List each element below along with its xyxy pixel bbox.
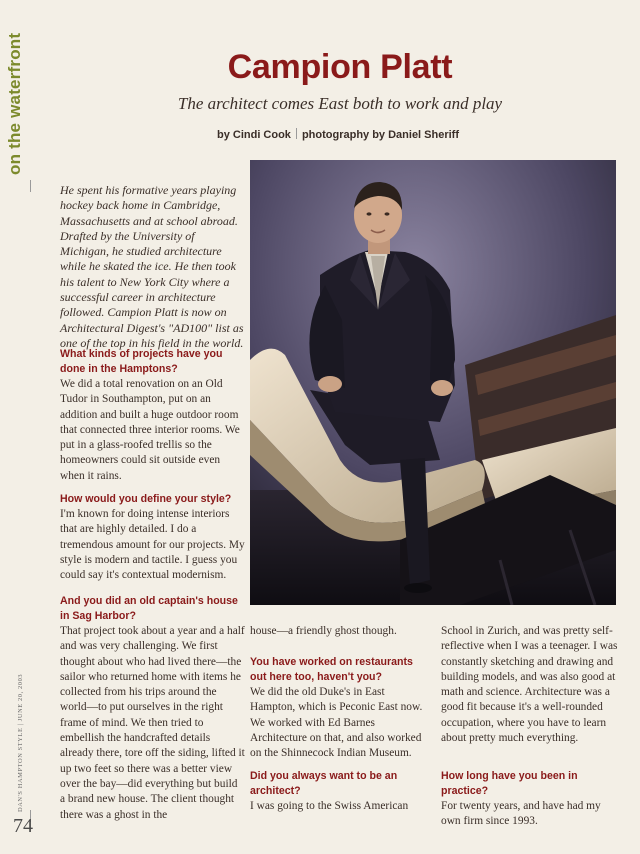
answer-continuation: School in Zurich, and was pretty self-reflective when I was a teenager. I was constantly sketching and drawing and building models, and was also good at math and science. Architecture was a good fit because it's a well-rounded occupation, where you have to learn about pretty much everything. <box>441 625 618 745</box>
qa-item-projects <box>60 347 245 484</box>
section-divider <box>30 180 31 192</box>
article-subtitle: The architect comes East both to work and play <box>177 94 503 113</box>
answer-continued-always-architect <box>441 624 619 746</box>
answer-continuation: house—a friendly ghost though. <box>250 625 397 637</box>
question: Did you always want to be an architect? <box>250 770 398 797</box>
answer-continued-captains-house <box>250 624 430 639</box>
answer: That project took about a year and a half and was very challenging. We first thought about who had lived there—the sailor who returned home with items he collected from his trips around the world—to put ourselves in the right frame of mind. We then tried to embellish the handcrafted details already there, tore off the siding, lifted it up two feet so there was a better view over the bay—did everything but build a brand new house. The client thought there was a ghost in the <box>60 625 245 821</box>
question: How long have you been in practice? <box>441 770 578 797</box>
question: And you did an old captain's house in Sag Harbor? <box>60 595 238 622</box>
answer: We did the old Duke's in East Hampton, which is Peconic East now. We worked with Ed Barnes Architecture on that, and also worked on the Shinnecock Indian Museum. <box>250 686 423 760</box>
portrait-photo <box>250 160 616 605</box>
byline <box>0 128 640 141</box>
qa-item-practice <box>441 769 619 830</box>
byline-author: by Cindi Cook <box>216 129 291 141</box>
answer: I was going to the Swiss American <box>250 800 409 812</box>
article-title: Campion Platt <box>227 48 453 86</box>
page-number: 74 <box>13 815 33 837</box>
publication-credit: DAN'S HAMPTON STYLE | JUNE 20, 2003 <box>17 673 24 812</box>
byline-separator <box>296 128 297 139</box>
question: What kinds of projects have you done in the Hamptons? <box>60 348 223 375</box>
portrait-illustration <box>250 160 616 605</box>
answer: We did a total renovation on an Old Tudor in Southampton, put on an addition and built a huge outdoor room that connected three interior rooms. We put in a glass-roofed trellis so the homeowners could sit outside even when it rains. <box>60 378 240 482</box>
answer: I'm known for doing intense interiors that are highly detailed. I do a tremendous amount for our projects. My style is modern and tactile. I guess you could say it's contextual modernism. <box>60 508 245 582</box>
question: You have worked on restaurants out here too, haven't you? <box>250 656 413 683</box>
qa-item-always-architect <box>250 769 430 814</box>
qa-item-captains-house <box>60 594 245 823</box>
question: How would you define your style? <box>60 493 232 505</box>
qa-item-restaurants <box>250 655 430 761</box>
answer: For twenty years, and have had my own firm since 1993. <box>441 800 601 828</box>
intro-paragraph: He spent his formative years playing hockey back home in Cambridge, Massachusetts and at school abroad. Drafted by the University of Michigan, he studied architecture while he skated the ice. He then took his talent to New York City where a successful career in architecture followed. Campion Platt is now on Architectural Digest's "AD100" list as one of the top in his field in the world. <box>60 183 244 350</box>
byline-photographer: photography by Daniel Sheriff <box>301 129 460 141</box>
qa-item-style <box>60 492 245 583</box>
section-label: on the waterfront <box>5 32 24 175</box>
